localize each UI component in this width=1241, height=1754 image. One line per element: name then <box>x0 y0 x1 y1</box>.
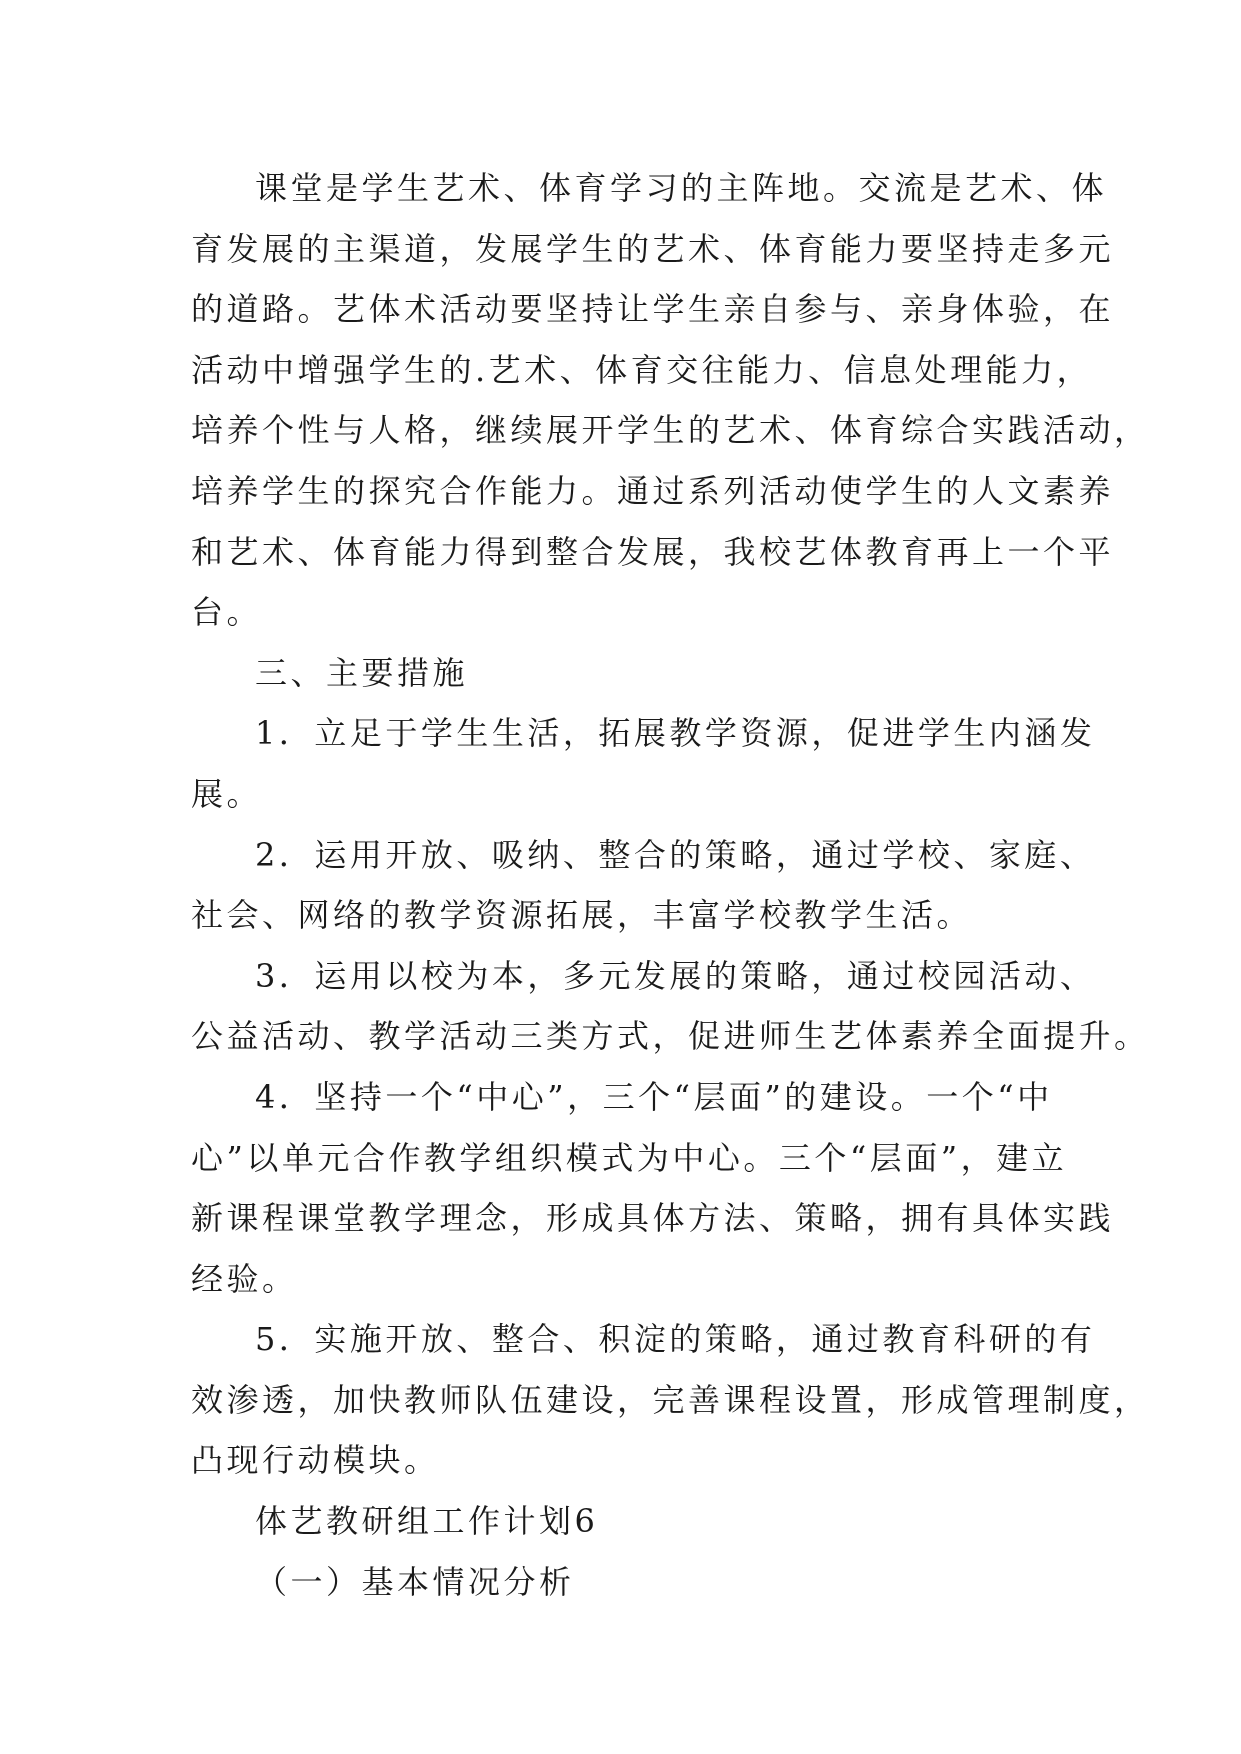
measure-item-1 <box>191 703 1096 824</box>
text-line: 心”以单元合作教学组织模式为中心。三个“层面”，建立 <box>191 1138 1068 1177</box>
subsection-heading <box>191 1552 1051 1613</box>
text-line: 新课程课堂教学理念，形成具体方法、策略，拥有具体实践 <box>191 1199 1115 1238</box>
section-heading-measures <box>191 643 1051 704</box>
paragraph-intro <box>191 158 1150 643</box>
text-line: 凸现行动模块。 <box>191 1441 440 1480</box>
text-line: 台。 <box>191 593 263 632</box>
measure-item-4 <box>191 1067 1115 1309</box>
measure-item-3 <box>191 946 1150 1067</box>
text-line: 社会、网络的教学资源拓展，丰富学校教学生活。 <box>191 896 973 935</box>
text-line: 5．实施开放、整合、积淀的策略，通过教育科研的有 <box>255 1320 1096 1359</box>
measure-item-5 <box>191 1309 1150 1491</box>
heading-line: 体艺教研组工作计划6 <box>255 1502 599 1541</box>
text-line: 课堂是学生艺术、体育学习的主阵地。交流是艺术、体 <box>255 169 1108 207</box>
plan-title <box>191 1491 1051 1552</box>
text-line: 育发展的主渠道，发展学生的艺术、体育能力要坚持走多元 <box>191 229 1115 268</box>
text-line: 4．坚持一个“中心”，三个“层面”的建设。一个“中 <box>255 1077 1053 1116</box>
document-page <box>191 158 1150 1612</box>
text-line: 公益活动、教学活动三类方式，促进师生艺体素养全面提升。 <box>191 1017 1150 1056</box>
text-line: 展。 <box>191 774 263 813</box>
text-line: 的道路。艺体术活动要坚持让学生亲自参与、亲身体验，在 <box>191 290 1115 329</box>
text-line: 经验。 <box>191 1259 298 1298</box>
heading-line: 三、主要措施 <box>255 653 469 692</box>
heading-line: （一）基本情况分析 <box>255 1562 575 1601</box>
text-line: 培养个性与人格，继续展开学生的艺术、体育综合实践活动， <box>191 411 1150 450</box>
measure-item-2 <box>191 825 1096 946</box>
text-line: 2．运用开放、吸纳、整合的策略，通过学校、家庭、 <box>255 835 1096 874</box>
text-line: 1．立足于学生生活，拓展教学资源，促进学生内涵发 <box>255 714 1096 753</box>
text-line: 和艺术、体育能力得到整合发展，我校艺体教育再上一个平 <box>191 532 1115 571</box>
text-line: 培养学生的探究合作能力。通过系列活动使学生的人文素养 <box>191 471 1115 510</box>
text-line: 3．运用以校为本，多元发展的策略，通过校园活动、 <box>255 956 1096 995</box>
text-line: 效渗透，加快教师队伍建设，完善课程设置，形成管理制度， <box>191 1380 1150 1419</box>
text-line: 活动中增强学生的.艺术、体育交往能力、信息处理能力， <box>191 350 1093 389</box>
